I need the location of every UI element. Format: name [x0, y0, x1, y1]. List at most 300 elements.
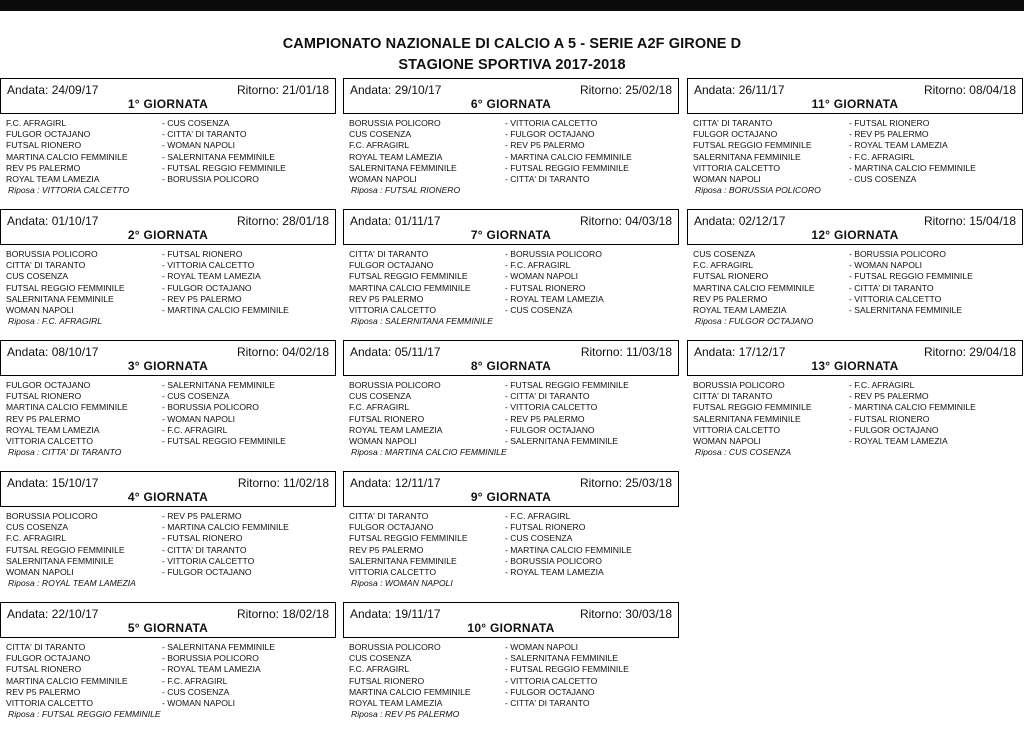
away-team: - FUTSAL REGGIO FEMMINILE: [162, 162, 286, 173]
away-team: - BORUSSIA POLICORO: [162, 173, 259, 184]
andata-date: Andata: 01/11/17: [350, 214, 441, 228]
away-team: - FULGOR OCTAJANO: [505, 129, 595, 140]
round-header: [343, 78, 679, 114]
home-team: FULGOR OCTAJANO: [6, 129, 91, 140]
home-team: WOMAN NAPOLI: [6, 304, 74, 315]
match-row: [0, 556, 336, 567]
match-row: [687, 402, 1023, 413]
match-row: [343, 511, 679, 522]
round-title: 13° GIORNATA: [811, 359, 899, 373]
away-team: - SALERNITANA FEMMINILE: [162, 642, 276, 652]
home-team: ROYAL TEAM LAMEZIA: [693, 304, 787, 315]
match-row: [0, 140, 336, 151]
document-title: CAMPIONATO NAZIONALE DI CALCIO A 5 - SERIE A2F GIRONE D: [282, 36, 742, 52]
away-team: - WOMAN NAPOLI: [505, 271, 579, 282]
home-team: MARTINA CALCIO FEMMINILE: [349, 282, 471, 293]
round-block: [0, 209, 336, 327]
home-team: CITTA' DI TARANTO: [693, 118, 773, 128]
match-row: [0, 414, 336, 425]
away-team: - MARTINA CALCIO FEMMINILE: [505, 151, 632, 162]
match-row: [687, 249, 1023, 260]
home-team: CITTA' DI TARANTO: [6, 260, 86, 271]
top-black-bar: [0, 0, 1024, 11]
match-list: [687, 380, 1023, 458]
match-row: [343, 533, 679, 544]
away-team: - ROYAL TEAM LAMEZIA: [162, 664, 261, 675]
away-team: - MARTINA CALCIO FEMMINILE: [505, 544, 632, 555]
home-team: MARTINA CALCIO FEMMINILE: [6, 151, 128, 162]
away-team: - REV P5 PALERMO: [849, 129, 929, 140]
round-block: [343, 602, 679, 720]
match-row: [0, 305, 336, 316]
away-team: - FULGOR OCTAJANO: [162, 566, 252, 577]
match-list: [343, 118, 679, 196]
away-team: - FUTSAL RIONERO: [849, 118, 930, 128]
ritorno-date: Ritorno: 04/03/18: [579, 214, 672, 228]
andata-date: Andata: 17/12/17: [694, 345, 786, 359]
match-row: [0, 567, 336, 578]
away-team: - FUTSAL RIONERO: [505, 282, 586, 293]
match-list: [0, 249, 336, 327]
home-team: FULGOR OCTAJANO: [349, 522, 434, 533]
away-team: - F.C. AFRAGIRL: [162, 424, 228, 435]
home-team: WOMAN NAPOLI: [693, 435, 761, 446]
round-block: [687, 209, 1023, 327]
resting-team: Riposa : MARTINA CALCIO FEMMINILE: [351, 447, 507, 458]
away-team: - FUTSAL RIONERO: [162, 533, 243, 544]
away-team: - FULGOR OCTAJANO: [505, 686, 595, 697]
match-row: [0, 545, 336, 556]
match-row: [343, 664, 679, 675]
home-team: ROYAL TEAM LAMEZIA: [349, 424, 443, 435]
resting-team: Riposa : REV P5 PALERMO: [351, 709, 460, 720]
home-team: MARTINA CALCIO FEMMINILE: [6, 675, 128, 686]
round-block: [0, 471, 336, 589]
match-row: [687, 140, 1023, 151]
round-header: [0, 209, 336, 245]
match-row: [687, 129, 1023, 140]
round-header: [343, 209, 679, 245]
home-team: CUS COSENZA: [349, 391, 412, 402]
away-team: - FUTSAL REGGIO FEMMINILE: [505, 664, 629, 675]
away-team: - MARTINA CALCIO FEMMINILE: [849, 162, 976, 173]
home-team: ROYAL TEAM LAMEZIA: [6, 424, 100, 435]
round-title: 5° GIORNATA: [127, 621, 209, 635]
match-row: [0, 391, 336, 402]
match-row: [343, 425, 679, 436]
away-team: - VITTORIA CALCETTO: [505, 118, 598, 128]
away-team: - ROYAL TEAM LAMEZIA: [849, 140, 948, 151]
home-team: VITTORIA CALCETTO: [693, 162, 781, 173]
ritorno-date: Ritorno: 21/01/18: [236, 83, 329, 97]
round-title: 3° GIORNATA: [127, 359, 209, 373]
away-team: - WOMAN NAPOLI: [162, 697, 236, 708]
away-team: - CITTA' DI TARANTO: [505, 391, 590, 402]
resting-team: Riposa : FUTSAL RIONERO: [351, 185, 461, 196]
match-row: [343, 294, 679, 305]
match-row: [0, 380, 336, 391]
away-team: - VITTORIA CALCETTO: [849, 293, 942, 304]
round-block: [0, 340, 336, 458]
match-row: [0, 249, 336, 260]
away-team: - F.C. AFRAGIRL: [849, 151, 915, 162]
away-team: - FULGOR OCTAJANO: [849, 424, 939, 435]
away-team: - F.C. AFRAGIRL: [162, 675, 228, 686]
away-team: - BORUSSIA POLICORO: [162, 402, 259, 413]
ritorno-date: Ritorno: 15/04/18: [923, 214, 1016, 228]
match-row: [0, 402, 336, 413]
match-list: [0, 380, 336, 458]
home-team: SALERNITANA FEMMINILE: [6, 555, 114, 566]
round-block: [0, 78, 336, 196]
away-team: - CITTA' DI TARANTO: [505, 173, 590, 184]
home-team: CUS COSENZA: [6, 522, 69, 533]
away-team: - MARTINA CALCIO FEMMINILE: [849, 402, 976, 413]
away-team: - F.C. AFRAGIRL: [505, 260, 571, 271]
ritorno-date: Ritorno: 30/03/18: [579, 607, 672, 621]
ritorno-date: Ritorno: 25/03/18: [579, 476, 672, 490]
home-team: WOMAN NAPOLI: [6, 566, 74, 577]
away-team: - WOMAN NAPOLI: [505, 642, 579, 652]
home-team: WOMAN NAPOLI: [349, 435, 417, 446]
match-row: [0, 653, 336, 664]
match-list: [343, 511, 679, 589]
ritorno-date: Ritorno: 29/04/18: [923, 345, 1016, 359]
home-team: FUTSAL RIONERO: [6, 391, 82, 402]
match-row: [343, 653, 679, 664]
andata-date: Andata: 26/11/17: [694, 83, 785, 97]
match-list: [687, 249, 1023, 327]
match-list: [0, 642, 336, 720]
away-team: - BORUSSIA POLICORO: [505, 555, 602, 566]
match-row: [343, 402, 679, 413]
match-row: [343, 698, 679, 709]
away-team: - WOMAN NAPOLI: [162, 140, 236, 151]
andata-date: Andata: 12/11/17: [350, 476, 441, 490]
match-row: [0, 676, 336, 687]
match-row: [0, 283, 336, 294]
round-block: [687, 340, 1023, 458]
match-row: [343, 676, 679, 687]
match-row: [343, 174, 679, 185]
home-team: VITTORIA CALCETTO: [6, 697, 94, 708]
home-team: BORUSSIA POLICORO: [349, 380, 441, 390]
home-team: FULGOR OCTAJANO: [6, 380, 91, 390]
home-team: F.C. AFRAGIRL: [349, 402, 410, 413]
away-team: - FUTSAL RIONERO: [162, 249, 243, 259]
away-team: - CITTA' DI TARANTO: [505, 697, 590, 708]
home-team: F.C. AFRAGIRL: [349, 140, 410, 151]
resting-team: Riposa : F.C. AFRAGIRL: [8, 316, 103, 327]
round-title: 6° GIORNATA: [470, 97, 552, 111]
match-row: [0, 664, 336, 675]
match-list: [343, 642, 679, 720]
away-team: - MARTINA CALCIO FEMMINILE: [162, 522, 289, 533]
away-team: - FUTSAL REGGIO FEMMINILE: [505, 162, 629, 173]
resting-team: Riposa : CUS COSENZA: [695, 447, 791, 458]
home-team: VITTORIA CALCETTO: [349, 304, 437, 315]
away-team: - BORUSSIA POLICORO: [505, 249, 602, 259]
away-team: - REV P5 PALERMO: [162, 293, 242, 304]
home-team: FULGOR OCTAJANO: [6, 653, 91, 664]
away-team: - REV P5 PALERMO: [849, 391, 929, 402]
match-row: [0, 642, 336, 653]
home-team: FUTSAL RIONERO: [6, 664, 82, 675]
match-row: [343, 522, 679, 533]
away-team: - VITTORIA CALCETTO: [505, 675, 598, 686]
match-row: [343, 436, 679, 447]
away-team: - VITTORIA CALCETTO: [505, 402, 598, 413]
home-team: F.C. AFRAGIRL: [693, 260, 754, 271]
away-team: - CUS COSENZA: [849, 173, 917, 184]
match-row: [343, 140, 679, 151]
match-row: [0, 294, 336, 305]
match-row: [343, 249, 679, 260]
home-team: WOMAN NAPOLI: [693, 173, 761, 184]
ritorno-date: Ritorno: 25/02/18: [579, 83, 672, 97]
away-team: - VITTORIA CALCETTO: [162, 555, 255, 566]
match-row: [343, 687, 679, 698]
match-row: [687, 436, 1023, 447]
home-team: CITTA' DI TARANTO: [693, 391, 773, 402]
round-header: [687, 78, 1023, 114]
home-team: FUTSAL RIONERO: [349, 675, 425, 686]
match-row: [687, 118, 1023, 129]
resting-team: Riposa : FULGOR OCTAJANO: [695, 316, 814, 327]
home-team: CITTA' DI TARANTO: [349, 511, 429, 521]
round-header: [343, 471, 679, 507]
home-team: FUTSAL REGGIO FEMMINILE: [349, 271, 468, 282]
home-team: REV P5 PALERMO: [349, 293, 424, 304]
round-title: 11° GIORNATA: [811, 97, 899, 111]
round-header: [0, 340, 336, 376]
home-team: MARTINA CALCIO FEMMINILE: [693, 282, 815, 293]
away-team: - CUS COSENZA: [505, 533, 573, 544]
match-row: [343, 283, 679, 294]
away-team: - CITTA' DI TARANTO: [162, 129, 247, 140]
away-team: - SALERNITANA FEMMINILE: [162, 380, 276, 390]
away-team: - WOMAN NAPOLI: [162, 413, 236, 424]
home-team: ROYAL TEAM LAMEZIA: [349, 697, 443, 708]
round-title: 7° GIORNATA: [470, 228, 552, 242]
home-team: FUTSAL RIONERO: [6, 140, 82, 151]
ritorno-date: Ritorno: 11/03/18: [580, 345, 672, 359]
match-row: [687, 414, 1023, 425]
resting-team: Riposa : BORUSSIA POLICORO: [695, 185, 821, 196]
ritorno-date: Ritorno: 11/02/18: [237, 476, 329, 490]
round-block: [343, 209, 679, 327]
home-team: FUTSAL REGGIO FEMMINILE: [693, 140, 812, 151]
round-title: 10° GIORNATA: [467, 621, 555, 635]
ritorno-date: Ritorno: 04/02/18: [236, 345, 329, 359]
match-row: [0, 436, 336, 447]
round-block: [343, 471, 679, 589]
home-team: FULGOR OCTAJANO: [693, 129, 778, 140]
home-team: REV P5 PALERMO: [693, 293, 768, 304]
resting-team: Riposa : SALERNITANA FEMMINILE: [351, 316, 493, 327]
round-header: [343, 602, 679, 638]
away-team: - CUS COSENZA: [162, 686, 230, 697]
resting-team: Riposa : CITTA' DI TARANTO: [8, 447, 122, 458]
match-row: [687, 152, 1023, 163]
home-team: VITTORIA CALCETTO: [693, 424, 781, 435]
home-team: SALERNITANA FEMMINILE: [6, 293, 114, 304]
round-header: [687, 340, 1023, 376]
match-row: [343, 305, 679, 316]
round-header: [0, 78, 336, 114]
round-title: 1° GIORNATA: [127, 97, 209, 111]
away-team: - SALERNITANA FEMMINILE: [505, 435, 619, 446]
home-team: REV P5 PALERMO: [6, 413, 81, 424]
match-row: [687, 163, 1023, 174]
home-team: REV P5 PALERMO: [6, 162, 81, 173]
match-row: [687, 391, 1023, 402]
home-team: BORUSSIA POLICORO: [693, 380, 785, 390]
round-header: [687, 209, 1023, 245]
home-team: CUS COSENZA: [349, 129, 412, 140]
away-team: - REV P5 PALERMO: [162, 511, 242, 521]
away-team: - CUS COSENZA: [162, 118, 230, 128]
resting-team: Riposa : WOMAN NAPOLI: [351, 578, 453, 589]
ritorno-date: Ritorno: 28/01/18: [236, 214, 329, 228]
match-row: [343, 567, 679, 578]
home-team: F.C. AFRAGIRL: [6, 533, 67, 544]
match-row: [343, 391, 679, 402]
andata-date: Andata: 08/10/17: [7, 345, 99, 359]
home-team: BORUSSIA POLICORO: [6, 249, 98, 259]
round-header: [0, 471, 336, 507]
andata-date: Andata: 02/12/17: [694, 214, 786, 228]
home-team: FUTSAL REGGIO FEMMINILE: [6, 282, 125, 293]
round-block: [343, 78, 679, 196]
away-team: - CITTA' DI TARANTO: [162, 544, 247, 555]
match-list: [343, 249, 679, 327]
round-block: [343, 340, 679, 458]
away-team: - CITTA' DI TARANTO: [849, 282, 934, 293]
home-team: ROYAL TEAM LAMEZIA: [6, 173, 100, 184]
match-row: [343, 380, 679, 391]
match-row: [0, 174, 336, 185]
round-header: [0, 602, 336, 638]
document-subtitle: STAGIONE SPORTIVA 2017-2018: [398, 57, 626, 73]
home-team: CUS COSENZA: [693, 249, 756, 259]
home-team: FUTSAL RIONERO: [693, 271, 769, 282]
match-row: [0, 698, 336, 709]
andata-date: Andata: 24/09/17: [7, 83, 99, 97]
match-row: [0, 271, 336, 282]
match-row: [343, 152, 679, 163]
andata-date: Andata: 19/11/17: [350, 607, 441, 621]
home-team: VITTORIA CALCETTO: [349, 566, 437, 577]
away-team: - SALERNITANA FEMMINILE: [162, 151, 276, 162]
match-row: [0, 260, 336, 271]
home-team: F.C. AFRAGIRL: [6, 118, 67, 128]
match-row: [343, 642, 679, 653]
away-team: - BORUSSIA POLICORO: [849, 249, 946, 259]
round-title: 9° GIORNATA: [470, 490, 552, 504]
match-row: [0, 118, 336, 129]
match-row: [687, 174, 1023, 185]
home-team: BORUSSIA POLICORO: [6, 511, 98, 521]
match-row: [0, 152, 336, 163]
andata-date: Andata: 05/11/17: [350, 345, 441, 359]
home-team: F.C. AFRAGIRL: [349, 664, 410, 675]
match-row: [687, 271, 1023, 282]
match-row: [343, 545, 679, 556]
home-team: FUTSAL REGGIO FEMMINILE: [349, 533, 468, 544]
match-row: [0, 163, 336, 174]
away-team: - F.C. AFRAGIRL: [505, 511, 571, 521]
away-team: - CUS COSENZA: [505, 304, 573, 315]
away-team: - FUTSAL RIONERO: [849, 413, 930, 424]
match-row: [343, 260, 679, 271]
away-team: - FUTSAL REGGIO FEMMINILE: [849, 271, 973, 282]
match-row: [687, 294, 1023, 305]
home-team: FUTSAL REGGIO FEMMINILE: [693, 402, 812, 413]
home-team: CITTA' DI TARANTO: [349, 249, 429, 259]
away-team: - BORUSSIA POLICORO: [162, 653, 259, 664]
home-team: CUS COSENZA: [6, 271, 69, 282]
home-team: FULGOR OCTAJANO: [349, 260, 434, 271]
home-team: FUTSAL RIONERO: [349, 413, 425, 424]
match-row: [0, 425, 336, 436]
andata-date: Andata: 22/10/17: [7, 607, 99, 621]
match-row: [343, 163, 679, 174]
away-team: - CUS COSENZA: [162, 391, 230, 402]
round-title: 4° GIORNATA: [127, 490, 209, 504]
match-row: [0, 511, 336, 522]
home-team: SALERNITANA FEMMINILE: [349, 555, 457, 566]
match-row: [0, 687, 336, 698]
home-team: CITTA' DI TARANTO: [6, 642, 86, 652]
away-team: - FULGOR OCTAJANO: [162, 282, 252, 293]
andata-date: Andata: 01/10/17: [7, 214, 99, 228]
home-team: REV P5 PALERMO: [6, 686, 81, 697]
round-title: 12° GIORNATA: [811, 228, 899, 242]
home-team: SALERNITANA FEMMINILE: [693, 151, 801, 162]
match-row: [0, 533, 336, 544]
away-team: - FUTSAL RIONERO: [505, 522, 586, 533]
away-team: - ROYAL TEAM LAMEZIA: [162, 271, 261, 282]
home-team: BORUSSIA POLICORO: [349, 118, 441, 128]
match-row: [687, 380, 1023, 391]
match-row: [343, 129, 679, 140]
home-team: MARTINA CALCIO FEMMINILE: [349, 686, 471, 697]
round-header: [343, 340, 679, 376]
away-team: - FULGOR OCTAJANO: [505, 424, 595, 435]
match-list: [687, 118, 1023, 196]
away-team: - MARTINA CALCIO FEMMINILE: [162, 304, 289, 315]
home-team: VITTORIA CALCETTO: [6, 435, 94, 446]
resting-team: Riposa : VITTORIA CALCETTO: [8, 185, 130, 196]
andata-date: Andata: 15/10/17: [7, 476, 99, 490]
match-row: [343, 556, 679, 567]
match-row: [687, 305, 1023, 316]
away-team: - FUTSAL REGGIO FEMMINILE: [162, 435, 286, 446]
away-team: - ROYAL TEAM LAMEZIA: [849, 435, 948, 446]
ritorno-date: Ritorno: 18/02/18: [236, 607, 329, 621]
resting-team: Riposa : FUTSAL REGGIO FEMMINILE: [8, 709, 161, 720]
away-team: - WOMAN NAPOLI: [849, 260, 923, 271]
home-team: REV P5 PALERMO: [349, 544, 424, 555]
away-team: - ROYAL TEAM LAMEZIA: [505, 293, 604, 304]
match-row: [343, 414, 679, 425]
match-row: [687, 260, 1023, 271]
match-row: [687, 425, 1023, 436]
andata-date: Andata: 29/10/17: [350, 83, 442, 97]
away-team: - F.C. AFRAGIRL: [849, 380, 915, 390]
home-team: FUTSAL REGGIO FEMMINILE: [6, 544, 125, 555]
